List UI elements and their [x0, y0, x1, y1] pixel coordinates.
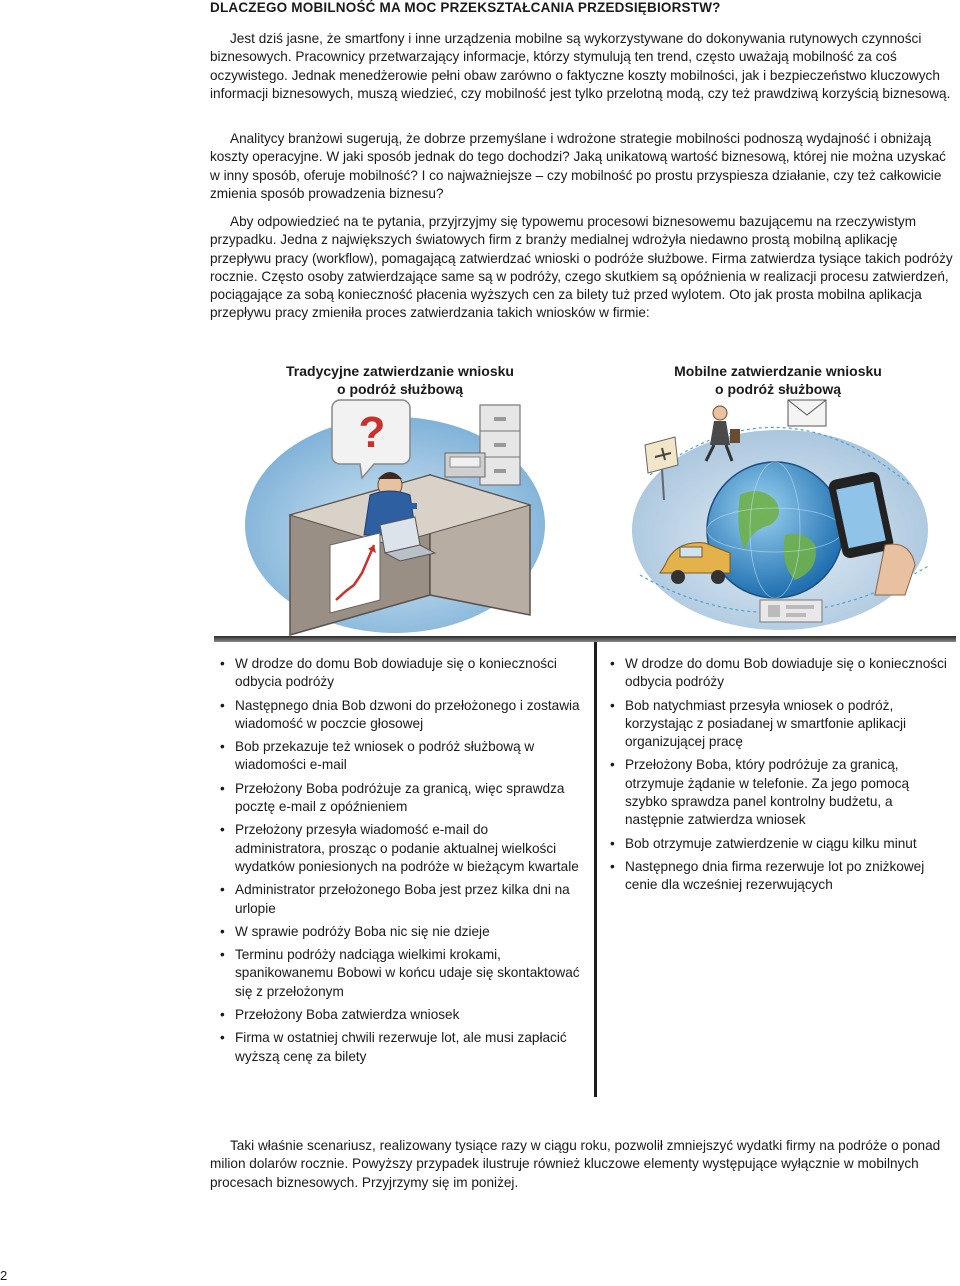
- list-item: • Bob otrzymuje zatwierdzenie w ciągu kilku minut: [608, 835, 954, 853]
- list-item: • Następnego dnia firma rezerwuje lot po zniżkowej cenie dla wcześniej rezerwujących: [608, 858, 954, 895]
- paragraph-conclusion: Taki właśnie scenariusz, realizowany tysiące razy w ciągu roku, pozwolił zmniejszyć wydatki firmy na podróże o ponad milion dolarów rocznie. Powyższy przypadek ilustruje również kluczowe elementy występujące wyłącznie w mobilnych procesach biznesowych. Przyjrzymy się im poniżej.: [210, 1138, 941, 1190]
- mobile-process-list: [608, 655, 954, 900]
- list-item: • Terminu podróży nadciąga wielkimi krokami, spanikowanemu Bobowi w końcu udaje się skontaktować się z przełożonym: [218, 946, 580, 1001]
- list-item: • Przełożony Boba, który podróżuje za granicą, otrzymuje żądanie w telefonie. Za jego pomocą szybko sprawdza panel kontrolny budżetu, a następnie zatwierdza wniosek: [608, 756, 954, 829]
- growth-chart-icon: [330, 533, 380, 613]
- list-item: • W sprawie podróży Boba nic się nie dzieje: [218, 923, 580, 941]
- paragraph-analysts: Analitycy branżowi sugerują, że dobrze przemyślane i wdrożone strategie mobilności podnoszą wydajność i obniżają koszty operacyjne. W jaki sposób jednak do tego dochodzi? Jaką unikatową wartość biznesową, której nie można uzyskać w inny sposób, oferuje mobilność? I co najważniejsze – czy mobilność po prostu przyspiesza działanie, czy też całkowicie zmienia sposób prowadzenia biznesu?: [210, 131, 946, 201]
- mobile-approval-title: [644, 362, 912, 398]
- list-item: • Przełożony Boba zatwierdza wniosek: [218, 1006, 580, 1024]
- list-item: • Przełożony Boba podróżuje za granicą, więc sprawdza pocztę e-mail z opóźnieniem: [218, 780, 580, 817]
- filing-cabinet-icon: [480, 405, 520, 485]
- list-item: • W drodze do domu Bob dowiaduje się o konieczności odbycia podróży: [218, 655, 580, 692]
- traditional-title-line1: Tradycyjne zatwierdzanie wniosku: [286, 363, 514, 379]
- traditional-title-line2: o podróż służbową: [337, 381, 463, 397]
- list-item: • Administrator przełożonego Boba jest przez kilka dni na urlopie: [218, 881, 580, 918]
- traditional-process-list: [218, 655, 580, 1071]
- vertical-divider: [594, 642, 597, 1097]
- mobile-title-line1: Mobilne zatwierdzanie wniosku: [674, 363, 882, 379]
- question-mark-icon: ?: [358, 408, 386, 457]
- desk-phone-icon: [445, 453, 485, 477]
- list-item: • Firma w ostatniej chwili rezerwuje lot, ale musi zapłacić wyższą cenę za bilety: [218, 1029, 580, 1066]
- mobile-world-illustration: [610, 395, 960, 640]
- list-item: • Bob przekazuje też wniosek o podróż służbową w wiadomości e-mail: [218, 738, 580, 775]
- envelope-icon: [788, 400, 826, 426]
- list-item: • W drodze do domu Bob dowiaduje się o konieczności odbycia podróży: [608, 655, 954, 692]
- traditional-approval-title: [262, 362, 538, 398]
- paragraph-case: Aby odpowiedzieć na te pytania, przyjrzyjmy się typowemu procesowi biznesowemu bazującemu na rzeczywistym przypadku. Jedna z największych światowych firm z branży medialnej wdrożyła niedawno prostą mobilną aplikację przepływu pracy (workflow), pomagającą zatwierdzać wnioski o podróże służbowe. Firma zatwierdza tysiące takich podróży rocznie. Często osoby zatwierdzające same są w podróży, czego skutkiem są opóźnienia w realizacji procesu zatwierdzeń, pociągające za sobą konieczność płacenia wyższych cen za bilety tuż przed wylotem. Oto jak prosta mobilna aplikacja przepływu pracy zmieniła proces zatwierdzania takich wniosków w firmie:: [210, 214, 953, 321]
- boarding-pass-icon: [760, 600, 822, 622]
- mobile-title-line2: o podróż służbową: [715, 381, 841, 397]
- office-cubicle-illustration: [230, 395, 570, 640]
- list-item: • Bob natychmiast przesyła wniosek o podróż, korzystając z posiadanej w smartfonie aplikacji organizującej pracę: [608, 697, 954, 752]
- page-number: 2: [0, 1268, 8, 1283]
- horizontal-divider: [214, 636, 956, 642]
- list-item: • Przełożony przesyła wiadomość e-mail do administratora, prosząc o podanie aktualnej wielkości wydatków poniesionych na podróże w bieżącym kwartale: [218, 821, 580, 876]
- paragraph-intro: Jest dziś jasne, że smartfony i inne urządzenia mobilne są wykorzystywane do dokonywania rutynowych czynności biznesowych. Pracownicy przetwarzający informacje, którzy stymulują ten trend, często uważają mobilność za coś oczywistego. Jednak menedżerowie pełni obaw zarówno o faktyczne koszty mobilności, jak i bezpieczeństwo kluczowych informacji biznesowych, muszą wiedzieć, czy mobilność jest tylko przelotną modą, czy też prawdziwą korzyścią biznesową.: [210, 31, 951, 101]
- globe-icon: [707, 462, 843, 598]
- list-item: • Następnego dnia Bob dzwoni do przełożonego i zostawia wiadomość w poczcie głosowej: [218, 697, 580, 734]
- section-heading: DLACZEGO MOBILNOŚĆ MA MOC PRZEKSZTAŁCANIA PRZEDSIĘBIORSTW?: [210, 0, 721, 15]
